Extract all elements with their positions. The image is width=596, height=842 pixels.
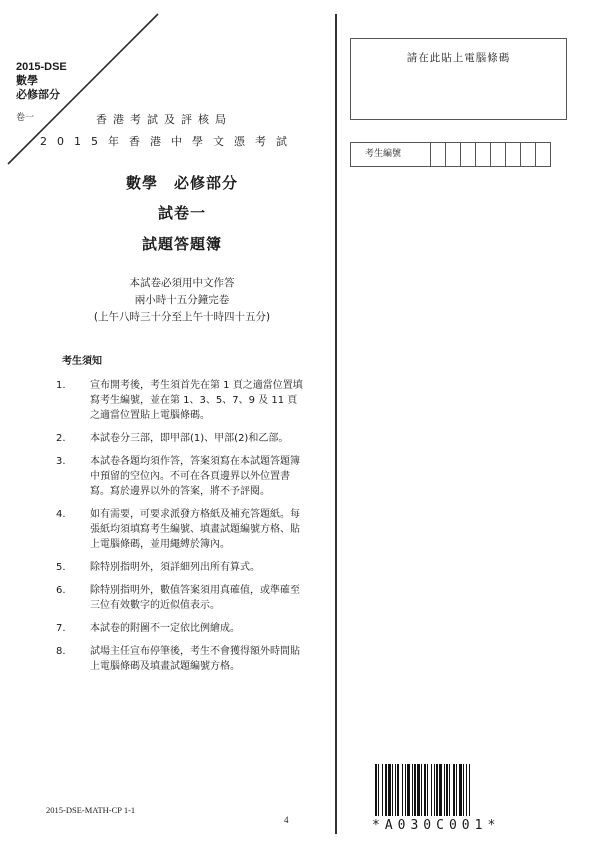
barcode-bar [446, 764, 448, 816]
note-text: 除特別指明外，數值答案須用真確值，或準確至三位有效數字的近似值表示。 [90, 585, 300, 611]
note-number: 7. [56, 623, 66, 634]
note-number: 2. [56, 433, 66, 444]
corner-label [16, 60, 67, 124]
barcode-sticker-box[interactable] [350, 38, 567, 120]
barcode-bars [375, 764, 551, 816]
note-text: 如有需要，可要求派發方格紙及補充答題紙。每張紙均須填寫考生編號、填畫試題編號方格、貼上電腦條碼，並用繩縛於簿內。 [90, 509, 300, 550]
booklet-title: 試題答題簿 [141, 235, 222, 253]
note-number: 6. [56, 585, 66, 596]
note-text: 除特別指明外，須詳細列出所有算式。 [90, 562, 260, 573]
barcode-text: *A030C001* [372, 818, 501, 833]
note-number: 4. [56, 509, 66, 520]
note-number: 1. [56, 380, 66, 391]
barcode-bar [395, 764, 396, 816]
corner-exam: 2015-DSE [16, 61, 67, 73]
candidate-digit-cell[interactable] [476, 143, 491, 166]
candidate-number-field[interactable] [350, 142, 551, 167]
candidate-digit-cell[interactable] [521, 143, 536, 166]
barcode-bar [434, 764, 435, 816]
barcode-bar [449, 764, 450, 816]
barcode-bar [412, 764, 413, 816]
note-item [56, 583, 306, 613]
exam-name: 2015年香港中學文憑考試 [40, 135, 297, 148]
barcode-bar [463, 764, 464, 816]
barcode-bar [444, 764, 445, 816]
candidate-digit-cell[interactable] [461, 143, 476, 166]
candidate-digit-cell[interactable] [536, 143, 550, 166]
barcode-bar [414, 764, 416, 816]
note-item [56, 507, 306, 552]
candidate-digit-cell[interactable] [446, 143, 461, 166]
barcode-bar [469, 764, 470, 816]
barcode-bar [385, 764, 387, 816]
note-item [56, 454, 306, 499]
note-item [56, 378, 306, 423]
footer-code: 2015-DSE-MATH-CP 1-1 [46, 805, 136, 815]
barcode-bar [439, 764, 442, 816]
barcode-bar [417, 764, 420, 816]
barcode-bar [427, 764, 428, 816]
subject-title: 數學 必修部分 [125, 174, 238, 192]
note-text: 本試卷分三部，即甲部(1)、甲部(2)和乙部。 [90, 433, 289, 444]
barcode-bar [382, 764, 383, 816]
paper-title: 試卷一 [157, 204, 206, 222]
candidate-digit-cell[interactable] [491, 143, 506, 166]
note-item [56, 560, 306, 575]
barcode-bar [405, 764, 406, 816]
corner-paper: 卷一 [16, 112, 35, 122]
barcode-bar [466, 764, 467, 816]
organisation-name: 香港考試及評核局 [96, 113, 232, 126]
note-text: 試場主任宣布停筆後，考生不會獲得額外時間貼上電腦條碼及填畫試題編號方格。 [90, 646, 300, 672]
page-number: 4 [284, 815, 289, 825]
note-text: 本試卷的附圖不一定依比例繪成。 [90, 623, 240, 634]
language-instruction: 本試卷必須用中文作答 [129, 277, 235, 289]
barcode-bar [402, 764, 403, 816]
duration-instruction: 兩小時十五分鐘完卷 [134, 294, 230, 306]
notes-heading: 考生須知 [62, 356, 102, 367]
candidate-digit-cell[interactable] [506, 143, 521, 166]
note-number: 5. [56, 562, 66, 573]
barcode-bar [397, 764, 399, 816]
barcode-bar [436, 764, 438, 816]
notes-list [56, 378, 306, 682]
barcode-bar [431, 764, 432, 816]
candidate-digit-cell[interactable] [431, 143, 446, 166]
barcode-bar [375, 764, 377, 816]
note-item [56, 644, 306, 674]
note-number: 8. [56, 646, 66, 657]
note-text: 宣布開考後，考生須首先在第 1 頁之適當位置填寫考生編號，並在第 1、3、5、7、9 及 11 頁之適當位置貼上電腦條碼。 [90, 380, 303, 421]
note-number: 3. [56, 456, 66, 467]
barcode-bar [459, 764, 462, 816]
barcode-bar [388, 764, 391, 816]
barcode-bar [378, 764, 379, 816]
page-divider [335, 14, 337, 834]
candidate-number-label: 考生編號 [351, 143, 431, 166]
corner-subject: 數學 [16, 75, 38, 87]
note-item [56, 621, 306, 636]
time-window: (上午八時三十分至上午十時四十五分) [93, 311, 271, 323]
barcode-bar [421, 764, 422, 816]
note-text: 本試卷各題均須作答，答案須寫在本試題答題簿中預留的空位內。不可在各頁邊界以外位置書寫。寫於邊界以外的答案，將不予評閱。 [90, 456, 300, 497]
barcode-bar [392, 764, 393, 816]
barcode-bar [424, 764, 426, 816]
note-item [56, 431, 306, 446]
corner-part: 必修部分 [16, 89, 60, 101]
barcode-bar [407, 764, 410, 816]
barcode-box-label: 請在此貼上電腦條碼 [406, 52, 511, 64]
barcode-bar [453, 764, 455, 816]
barcode-bar [456, 764, 457, 816]
